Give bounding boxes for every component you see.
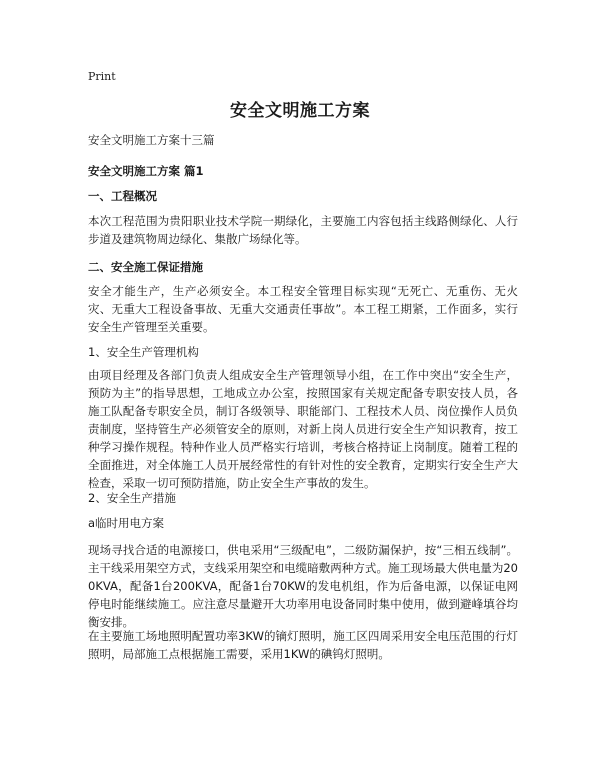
section-1-heading: 一、工程概况 (88, 189, 157, 203)
subsection-2-2-a-body-1: 现场寻找合适的电源接口，供电采用“三级配电”，二级防漏保护，按“三相五线制”。主干线采用架空方式，支线采用架空和电缆暗敷两种方式。施工现场最大供电量为200KVA，配备1台200KVA，配备1台70KW的发电机组，作为后备电源，以保证电网停电时能继续施工。应注意尽量避开大功率用电设备同时集中使用，做到避峰填谷均衡安排。 (88, 543, 518, 629)
section-2-heading: 二、安全施工保证措施 (88, 260, 203, 274)
document-subtitle: 安全文明施工方案十三篇 (88, 133, 215, 147)
print-label: Print (88, 70, 116, 83)
section-2-body: 安全才能生产，生产必须安全。本工程安全管理目标实现“无死亡、无重伤、无火灾、无重大工程设备事故、无重大交通责任事故”。本工程工期紧，工作面多，实行安全生产管理至关重要。 (88, 284, 518, 334)
document-title: 安全文明施工方案 (230, 101, 370, 121)
subsection-2-2-a-body-2: 在主要施工场地照明配置功率3KW的镝灯照明，施工区四周采用安全电压范围的行灯照明，局部施工点根据施工需要，采用1KW的碘钨灯照明。 (88, 629, 518, 661)
subsection-2-2-heading: 2、安全生产措施 (88, 491, 176, 505)
subsection-2-2-a-heading: a临时用电方案 (88, 516, 165, 530)
section-1-body: 本次工程范围为贵阳职业技术学院一期绿化，主要施工内容包括主线路侧绿化、人行步道及建筑物周边绿化、集散广场绿化等。 (88, 214, 518, 246)
subsection-2-1-heading: 1、安全生产管理机构 (88, 345, 199, 359)
chapter-heading: 安全文明施工方案 篇1 (88, 164, 204, 178)
subsection-2-1-body: 由项目经理及各部门负责人组成安全生产管理领导小组，在工作中突出“安全生产，预防为主”的指导思想，工地成立办公室，按照国家有关规定配备专职安技人员，各施工队配备专职安全员，制订各级领导、职能部门、工程技术人员、岗位操作人员负责制度，坚持管生产必须管安全的原则，对新上岗人员进行安全生产知识教育，按工种学习操作规程。特种作业人员严格实行培训，考核合格持证上岗制度。随着工程的全面推进，对全体施工人员开展经常性的有针对性的安全教育，定期实行安全生产大检查，采取一切可预防措施，防止安全生产事故的发生。 (88, 368, 518, 490)
